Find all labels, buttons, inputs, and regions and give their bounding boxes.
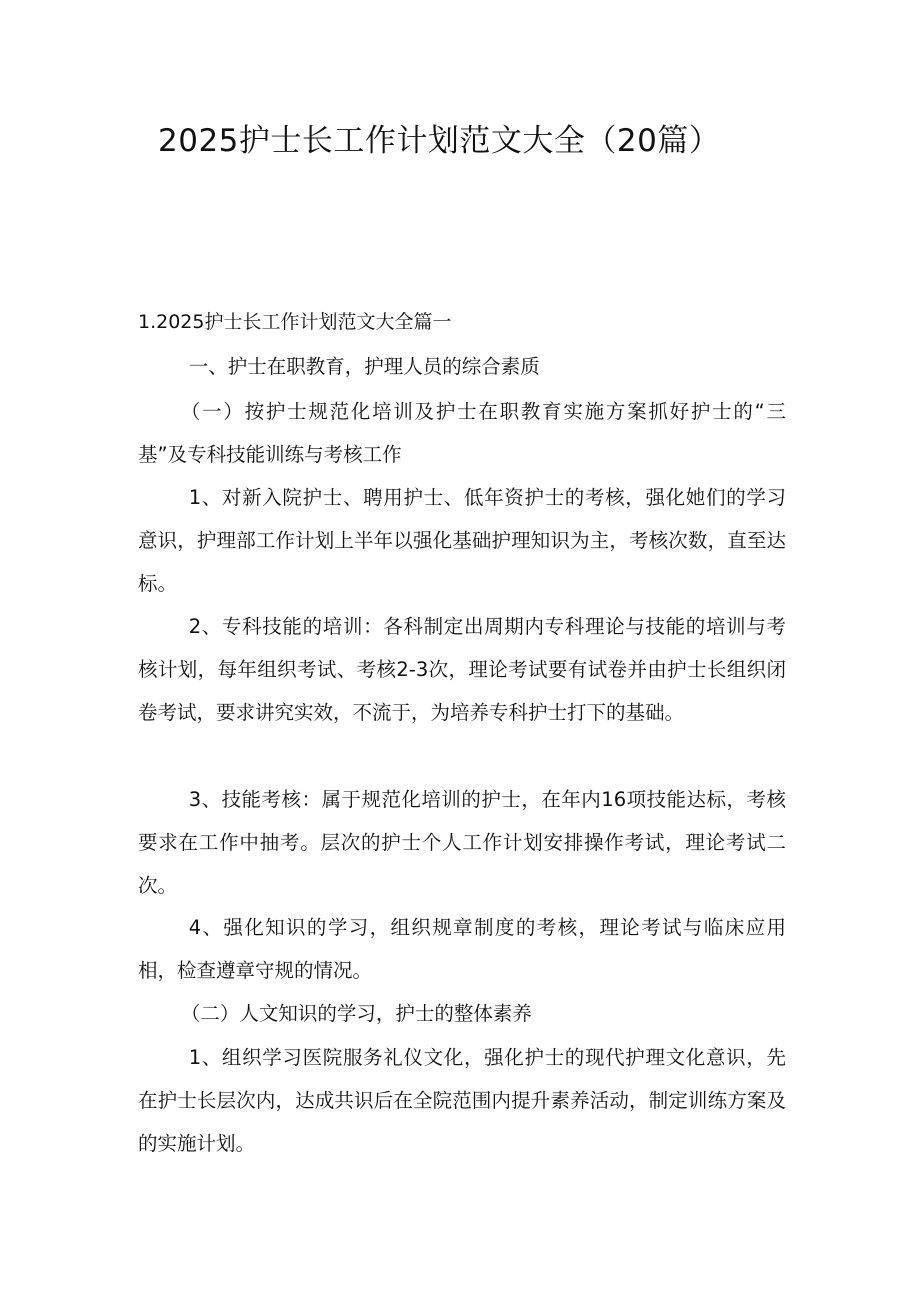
paragraph-item-1: 1、对新入院护士、聘用护士、低年资护士的考核，强化她们的学习意识，护理部工作计划上半年以强化基础护理知识为主，考核次数，直至达标。	[138, 486, 786, 595]
paragraph-item-5: 1、组织学习医院服务礼仪文化，强化护士的现代护理文化意识，先在护士长层次内，达成共识后在全院范围内提升素养活动，制定训练方案及的实施计划。	[138, 1046, 786, 1155]
paragraph-subheading-1: （一）按护士规范化培训及护士在职教育实施方案抓好护士的“三基”及专科技能训练与考核工作	[138, 400, 786, 466]
paragraph-item-4: 4、强化知识的学习，组织规章制度的考核，理论考试与临床应用相，检查遵章守规的情况。	[138, 916, 786, 982]
paragraph-item-2: 2、专科技能的培训：各科制定出周期内专科理论与技能的培训与考核计划，每年组织考试、考核2-3次，理论考试要有试卷并由护士长组织闭卷考试，要求讲究实效，不流于，为培养专科护士打下的基础。	[138, 615, 786, 724]
paragraph-item-3: 3、技能考核：属于规范化培训的护士，在年内16项技能达标，考核要求在工作中抽考。层次的护士个人工作计划安排操作考试，理论考试二次。	[138, 788, 786, 897]
paragraph-heading-1: 一、护士在职教育，护理人员的综合素质	[188, 355, 540, 378]
document-title: 2025护士长工作计划范文大全（20篇）	[158, 123, 721, 159]
paragraph-subheading-2: （二）人文知识的学习，护士的整体素养	[180, 1002, 532, 1025]
section-heading: 1.2025护士长工作计划范文大全篇一	[138, 311, 452, 333]
